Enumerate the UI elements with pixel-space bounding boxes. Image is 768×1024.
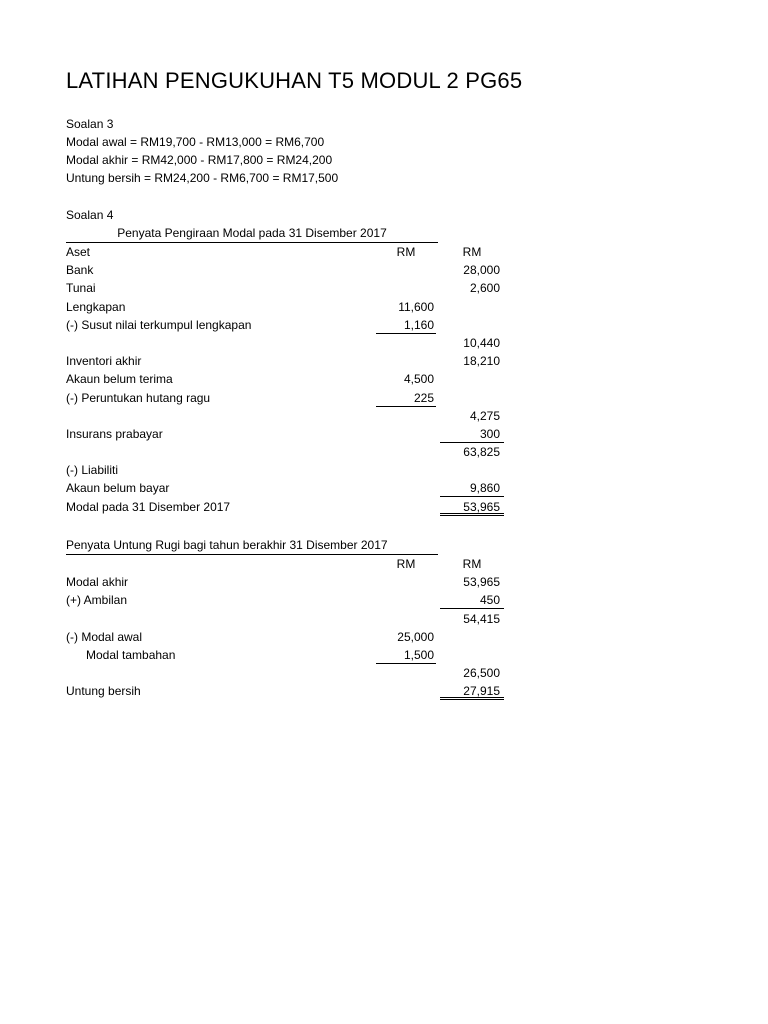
row-label: Akaun belum terima — [66, 372, 173, 387]
table-row — [66, 682, 500, 700]
table-row — [66, 261, 500, 279]
table-row — [66, 443, 500, 461]
row-label: (-) Susut nilai terkumpul lengkapan — [66, 317, 252, 332]
page-title: LATIHAN PENGUKUHAN T5 MODUL 2 PG65 — [66, 68, 523, 93]
row-col2: 27,915 — [440, 682, 504, 700]
row-col1: 1,500 — [376, 646, 436, 664]
table-row — [66, 461, 438, 479]
row-label: Lengkapan — [66, 299, 126, 314]
table-row — [66, 370, 438, 388]
row-col2: 300 — [440, 425, 504, 443]
table-row — [66, 498, 500, 516]
row-col2: 63,825 — [463, 445, 500, 460]
soalan-3-line: Modal akhir = RM42,000 - RM17,800 = RM24,200 — [66, 153, 333, 167]
row-col1: 1,160 — [376, 316, 436, 334]
header-col1: RM — [396, 245, 416, 259]
row-label: (-) Liabiliti — [66, 463, 119, 478]
row-col1: 25,000 — [397, 629, 434, 644]
row-label: Modal pada 31 Disember 2017 — [66, 499, 231, 514]
row-col2: 18,210 — [463, 354, 500, 369]
modal-statement-title: Penyata Pengiraan Modal pada 31 Disember 2017 — [66, 224, 438, 243]
table-row — [66, 610, 500, 628]
row-label: Insurans prabayar — [66, 426, 163, 441]
table-row — [66, 573, 500, 591]
table-row — [66, 316, 438, 334]
header-col2: RM — [462, 245, 482, 259]
row-col2: 53,965 — [463, 575, 500, 590]
header-col1: RM — [396, 557, 416, 571]
soalan-3-section — [66, 115, 338, 187]
row-col2: 2,600 — [469, 281, 500, 296]
row-col2: 53,965 — [440, 498, 504, 516]
row-label: Untung bersih — [66, 684, 141, 699]
row-col1: 11,600 — [398, 299, 434, 314]
table-header-row — [66, 243, 482, 261]
table-row — [66, 664, 500, 682]
row-label: (-) Peruntukan hutang ragu — [66, 390, 211, 405]
soalan-4-heading: Soalan 4 — [66, 208, 114, 222]
row-col2: 28,000 — [463, 263, 500, 278]
soalan-3-line: Modal awal = RM19,700 - RM13,000 = RM6,700 — [66, 135, 325, 149]
row-col2: 450 — [440, 591, 504, 609]
row-label: Tunai — [66, 281, 96, 296]
row-label: Modal tambahan — [86, 647, 176, 662]
table-row — [66, 298, 438, 316]
row-label: (+) Ambilan — [66, 593, 128, 608]
row-label: Inventori akhir — [66, 354, 142, 369]
table-row — [66, 425, 500, 443]
row-label: Akaun belum bayar — [66, 481, 170, 496]
row-label: Bank — [66, 263, 94, 278]
table-row — [66, 591, 500, 609]
profit-statement-title: Penyata Untung Rugi bagi tahun berakhir 31 Disember 2017 — [66, 536, 438, 555]
header-label: Aset — [66, 245, 91, 259]
row-col2: 10,440 — [463, 335, 500, 350]
row-label: Modal akhir — [66, 575, 129, 590]
table-row — [66, 389, 438, 407]
row-label: (-) Modal awal — [66, 629, 143, 644]
row-col1: 4,500 — [403, 372, 434, 387]
row-col2: 4,275 — [469, 408, 500, 423]
soalan-3-heading: Soalan 3 — [66, 117, 114, 131]
soalan-4-section — [66, 206, 113, 224]
modal-statement — [66, 224, 500, 516]
header-col2: RM — [462, 557, 482, 571]
profit-statement — [66, 536, 500, 701]
soalan-3-line: Untung bersih = RM24,200 - RM6,700 = RM17,500 — [66, 171, 339, 185]
table-row — [66, 407, 500, 425]
row-col2: 26,500 — [463, 666, 500, 681]
row-col2: 9,860 — [440, 479, 504, 497]
row-col1: 225 — [376, 389, 436, 407]
table-row — [66, 628, 438, 646]
table-row — [66, 352, 500, 370]
table-row — [66, 646, 438, 664]
table-header-row — [66, 555, 482, 573]
row-col2: 54,415 — [463, 611, 500, 626]
table-row — [66, 334, 500, 352]
table-row — [66, 479, 500, 497]
table-row — [66, 279, 500, 297]
